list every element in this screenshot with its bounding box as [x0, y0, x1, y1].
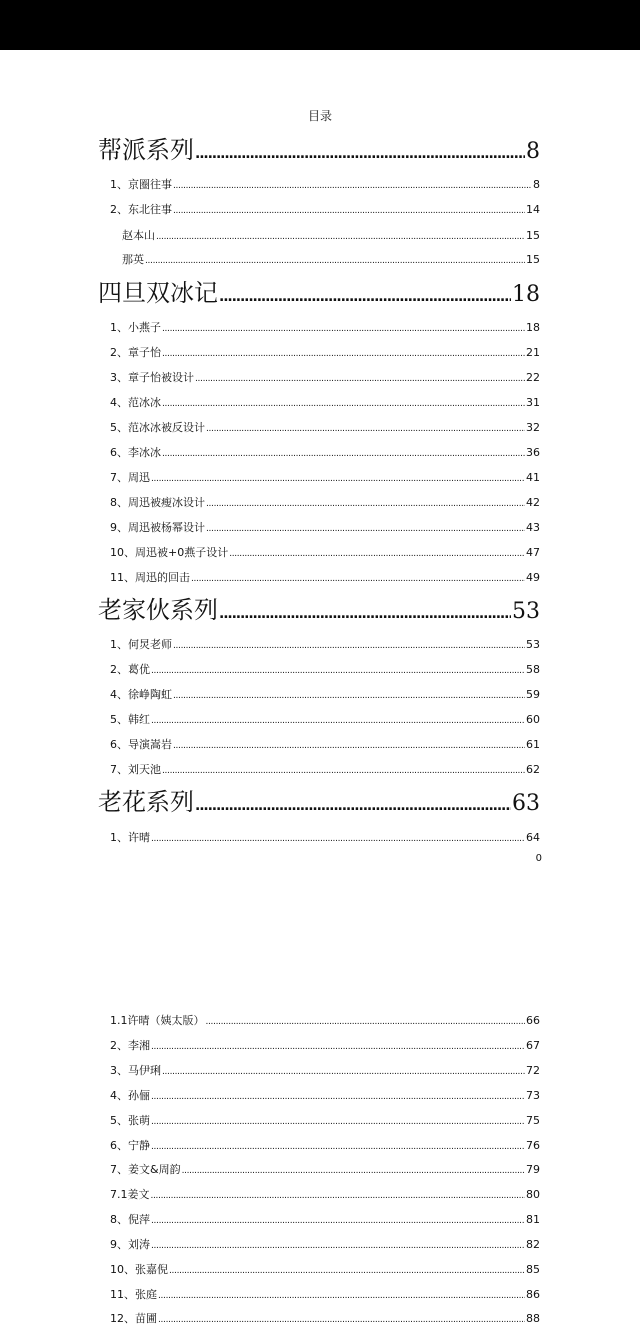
entry-label: 2、东北往事 [110, 203, 172, 216]
entry-page: 47 [526, 546, 540, 559]
entry-page: 58 [526, 663, 540, 676]
section-title: 老花系列 [98, 788, 194, 816]
toc-section[interactable] [98, 276, 540, 310]
toc-entry[interactable] [122, 251, 540, 269]
entry-page: 18 [526, 321, 540, 334]
dot-leader [151, 470, 525, 487]
entry-label: 赵本山 [122, 229, 155, 242]
dot-leader [206, 495, 525, 512]
dot-leader [151, 712, 525, 729]
entry-page: 31 [526, 396, 540, 409]
dot-leader [158, 1287, 525, 1304]
toc-entry[interactable] [110, 686, 540, 704]
entry-label: 9、周迅被杨幂设计 [110, 521, 205, 534]
entry-label: 11、周迅的回击 [110, 571, 190, 584]
toc-entry[interactable] [110, 1211, 540, 1229]
toc-entry[interactable] [110, 1161, 540, 1179]
section-page: 8 [526, 139, 540, 164]
entry-page: 67 [526, 1039, 540, 1052]
dot-leader [162, 320, 525, 337]
dot-leader [219, 597, 511, 627]
entry-label: 那英 [122, 253, 144, 266]
entry-label: 8、倪萍 [110, 1213, 150, 1226]
toc-entry[interactable] [110, 1012, 540, 1030]
toc-section[interactable] [98, 133, 540, 167]
entry-label: 4、孙俪 [110, 1089, 150, 1102]
dot-leader [151, 1038, 525, 1055]
document-title: 目录 [307, 109, 332, 123]
section-title: 帮派系列 [98, 136, 194, 164]
dot-leader [151, 662, 525, 679]
entry-label: 1、京圈往事 [110, 178, 172, 191]
entry-page: 43 [526, 521, 540, 534]
entry-label: 9、刘涛 [110, 1238, 150, 1251]
entry-page: 49 [526, 571, 540, 584]
entry-page: 75 [526, 1114, 540, 1127]
entry-page: 81 [526, 1213, 540, 1226]
toc-entry[interactable] [110, 176, 540, 194]
entry-label: 1.1许晴（姨太版） [110, 1014, 205, 1027]
toc-entry[interactable] [110, 1137, 540, 1155]
dot-leader [206, 520, 525, 537]
toc-entry[interactable] [110, 1261, 540, 1279]
toc-entry[interactable] [110, 1286, 540, 1304]
dot-leader [191, 570, 525, 587]
toc-entry[interactable] [110, 1087, 540, 1105]
toc-entry[interactable] [110, 1310, 540, 1328]
entry-page: 80 [526, 1188, 540, 1201]
entry-label: 3、马伊琍 [110, 1064, 161, 1077]
entry-label: 1、何炅老师 [110, 638, 172, 651]
entry-label: 1、许晴 [110, 831, 150, 844]
dot-leader [162, 345, 525, 362]
entry-label: 11、张庭 [110, 1288, 157, 1301]
entry-label: 4、范冰冰 [110, 396, 161, 409]
entry-page: 60 [526, 713, 540, 726]
dot-leader [162, 445, 525, 462]
entry-page: 36 [526, 446, 540, 459]
toc-entry[interactable] [110, 661, 540, 679]
toc-entry[interactable] [110, 1236, 540, 1254]
entry-page: 66 [526, 1014, 540, 1027]
entry-page: 73 [526, 1089, 540, 1102]
entry-label: 12、苗圃 [110, 1312, 157, 1325]
entry-label: 4、徐峥陶虹 [110, 688, 172, 701]
toc-entry[interactable] [110, 569, 540, 587]
dot-leader [206, 420, 525, 437]
toc-entry[interactable] [110, 1062, 540, 1080]
entry-label: 10、张嘉倪 [110, 1263, 168, 1276]
dot-leader [151, 1113, 525, 1130]
entry-page: 62 [526, 763, 540, 776]
entry-page: 72 [526, 1064, 540, 1077]
toc-entry[interactable] [110, 319, 540, 337]
toc-entry[interactable] [110, 469, 540, 487]
toc-entry[interactable] [110, 761, 540, 779]
dot-leader [173, 177, 532, 194]
dot-leader [195, 137, 525, 167]
section-page: 53 [512, 599, 540, 624]
entry-page: 79 [526, 1163, 540, 1176]
entry-page: 85 [526, 1263, 540, 1276]
section-title: 四旦双冰记 [98, 279, 218, 307]
dot-leader [156, 228, 525, 245]
entry-label: 2、葛优 [110, 663, 150, 676]
page-number: 0 [535, 853, 542, 864]
dot-leader [169, 1262, 525, 1279]
dot-leader [173, 737, 525, 754]
dot-leader [151, 830, 525, 847]
entry-page: 61 [526, 738, 540, 751]
entry-page: 21 [526, 346, 540, 359]
toc-entry[interactable] [110, 1112, 540, 1130]
entry-page: 8 [533, 178, 540, 191]
dot-leader [195, 370, 525, 387]
toc-entry[interactable] [110, 369, 540, 387]
toc-entry[interactable] [122, 227, 540, 245]
entry-label: 6、导演嵩岩 [110, 738, 172, 751]
section-page: 18 [512, 282, 540, 307]
entry-page: 32 [526, 421, 540, 434]
entry-label: 7、周迅 [110, 471, 150, 484]
entry-page: 14 [526, 203, 540, 216]
dot-leader [162, 395, 525, 412]
toc-entry[interactable] [110, 444, 540, 462]
top-black-bar [0, 0, 640, 50]
toc-entry[interactable] [110, 829, 540, 847]
entry-label: 8、周迅被瘦冰设计 [110, 496, 205, 509]
entry-page: 64 [526, 831, 540, 844]
dot-leader [151, 1212, 525, 1229]
entry-label: 7、姜文&周韵 [110, 1163, 181, 1176]
dot-leader [229, 545, 525, 562]
entry-label: 5、张萌 [110, 1114, 150, 1127]
toc-entry[interactable] [110, 344, 540, 362]
dot-leader [151, 1138, 525, 1155]
entry-page: 88 [526, 1312, 540, 1325]
dot-leader [206, 1013, 526, 1030]
entry-label: 5、范冰冰被反设计 [110, 421, 205, 434]
entry-page: 42 [526, 496, 540, 509]
entry-page: 15 [526, 253, 540, 266]
toc-entry[interactable] [110, 1037, 540, 1055]
toc-entry[interactable] [110, 394, 540, 412]
entry-page: 86 [526, 1288, 540, 1301]
toc-entry[interactable] [110, 736, 540, 754]
entry-label: 1、小燕子 [110, 321, 161, 334]
entry-label: 10、周迅被+0燕子设计 [110, 546, 229, 559]
dot-leader [151, 1187, 526, 1204]
entry-page: 22 [526, 371, 540, 384]
entry-label: 2、李湘 [110, 1039, 150, 1052]
toc-entry[interactable] [110, 711, 540, 729]
section-title: 老家伙系列 [98, 596, 218, 624]
entry-label: 2、章子怡 [110, 346, 161, 359]
entry-label: 3、章子怡被设计 [110, 371, 194, 384]
entry-page: 53 [526, 638, 540, 651]
toc-entry[interactable] [110, 419, 540, 437]
entry-label: 5、韩红 [110, 713, 150, 726]
dot-leader [173, 687, 525, 704]
section-page: 63 [512, 791, 540, 816]
toc-section[interactable] [98, 593, 540, 627]
toc-entry[interactable] [110, 201, 540, 219]
entry-label: 6、宁静 [110, 1139, 150, 1152]
entry-label: 6、李冰冰 [110, 446, 161, 459]
entry-page: 59 [526, 688, 540, 701]
entry-page: 41 [526, 471, 540, 484]
toc-section[interactable] [98, 785, 540, 819]
toc-entry[interactable] [110, 494, 540, 512]
dot-leader [219, 280, 511, 310]
dot-leader [162, 762, 525, 779]
entry-page: 82 [526, 1238, 540, 1251]
dot-leader [173, 202, 525, 219]
dot-leader [158, 1311, 525, 1328]
entry-label: 7、刘天池 [110, 763, 161, 776]
dot-leader [151, 1088, 525, 1105]
dot-leader [173, 637, 525, 654]
toc-entry[interactable] [110, 1186, 540, 1204]
dot-leader [151, 1237, 525, 1254]
dot-leader [195, 789, 511, 819]
entry-page: 76 [526, 1139, 540, 1152]
entry-page: 15 [526, 229, 540, 242]
dot-leader [182, 1162, 525, 1179]
dot-leader [162, 1063, 525, 1080]
entry-label: 7.1姜文 [110, 1188, 150, 1201]
toc-entry[interactable] [110, 636, 540, 654]
toc-entry[interactable] [110, 544, 540, 562]
toc-entry[interactable] [110, 519, 540, 537]
dot-leader [145, 252, 525, 269]
